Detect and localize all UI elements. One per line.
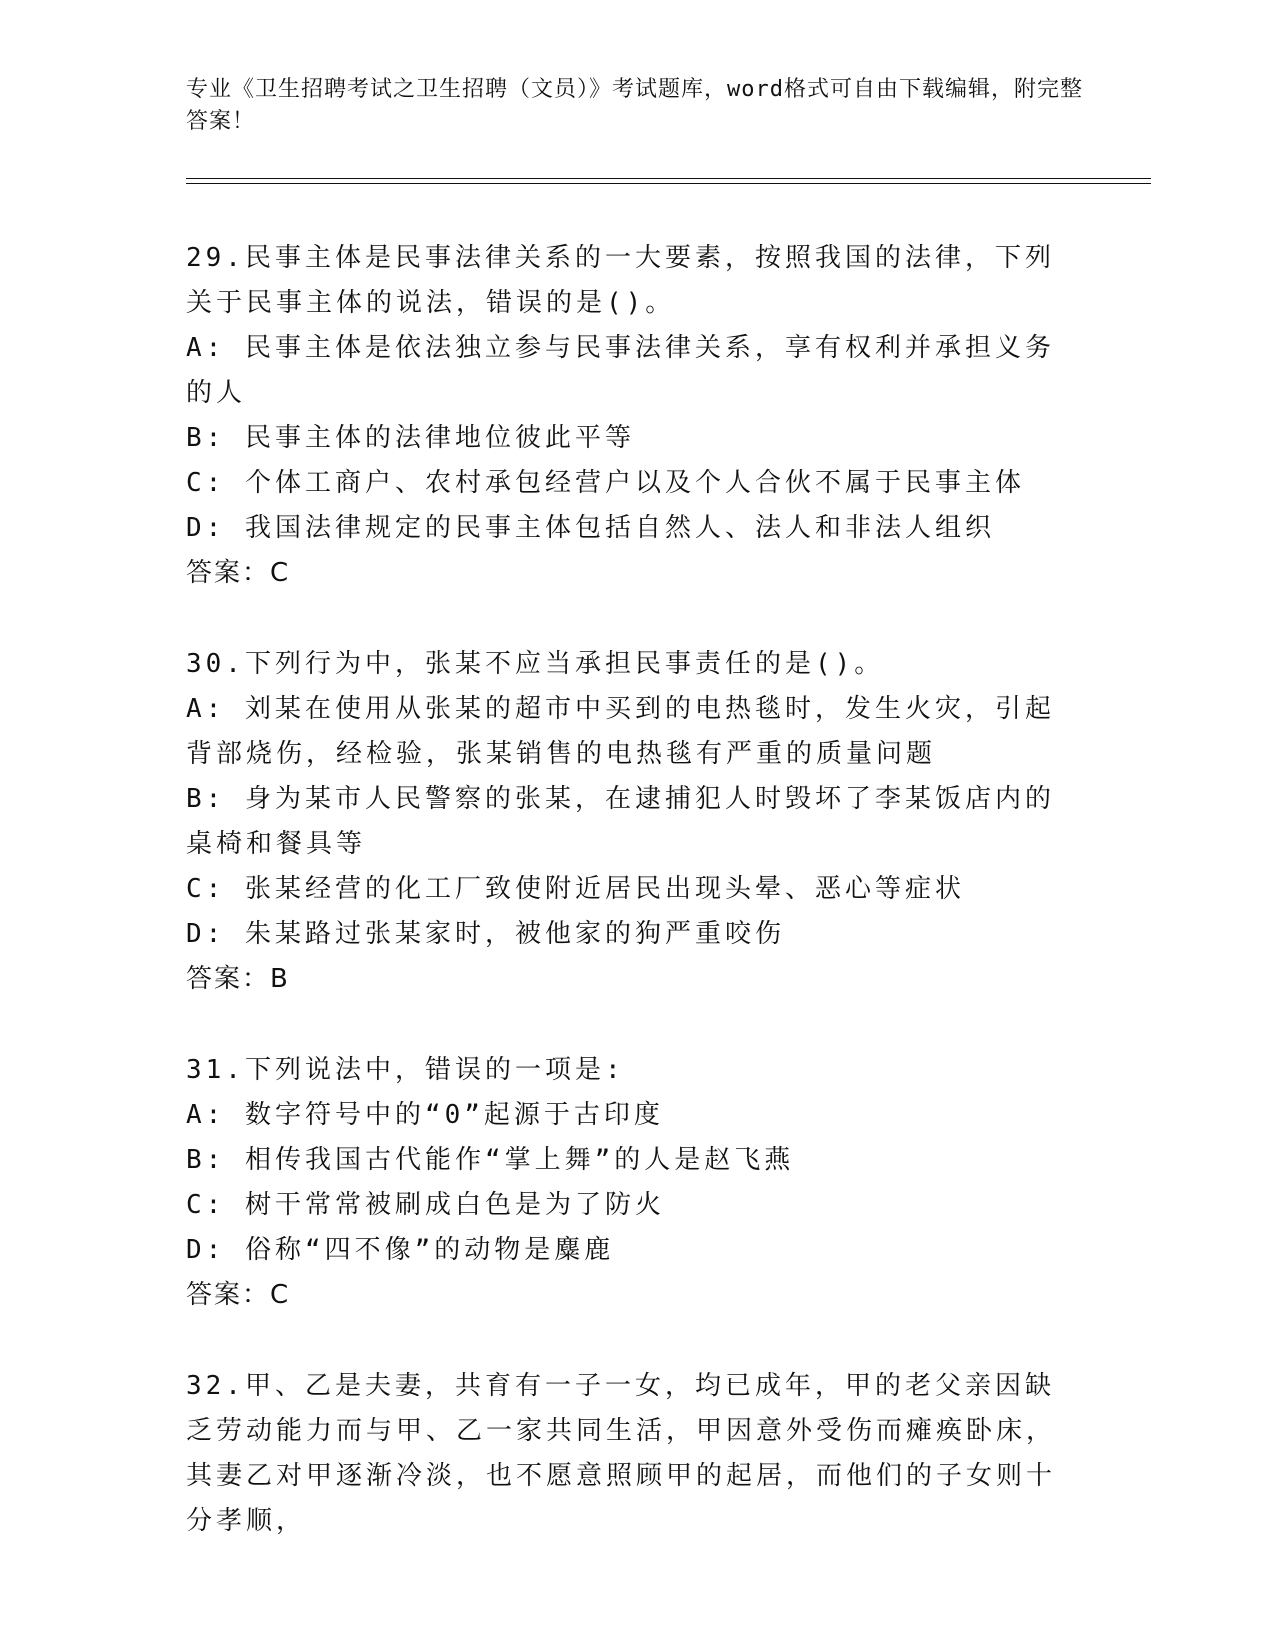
question-stem: 30.下列行为中，张某不应当承担民事责任的是()。 [186, 649, 885, 679]
option-a: A: 民事主体是依法独立参与民事法律关系，享有权利并承担义务的人 [186, 333, 1055, 408]
option-a: A: 数字符号中的“0”起源于古印度 [186, 1100, 664, 1130]
option-d: D: 朱某路过张某家时，被他家的狗严重咬伤 [186, 919, 785, 949]
question-stem: 32.甲、乙是夫妻，共育有一子一女，均已成年，甲的老父亲因缺乏劳动能力而与甲、乙一家共同生活，甲因意外受伤而瘫痪卧床，其妻乙对甲逐渐冷淡，也不愿意照顾甲的起居，而他们的子女则十分孝顺， [186, 1371, 1057, 1536]
option-b: B: 身为某市人民警察的张某，在逮捕犯人时毁坏了李某饭店内的桌椅和餐具等 [186, 784, 1055, 859]
option-c: C: 树干常常被刷成白色是为了防火 [186, 1190, 665, 1220]
question-stem: 31.下列说法中，错误的一项是: [186, 1055, 625, 1085]
option-c: C: 张某经营的化工厂致使附近居民出现头晕、恶心等症状 [186, 874, 965, 904]
option-b: B: 民事主体的法律地位彼此平等 [186, 423, 635, 453]
answer-line: 答案：B [186, 964, 290, 994]
answer-line: 答案：C [186, 558, 291, 588]
header-divider-top [186, 178, 1151, 179]
question-29 [186, 236, 1076, 596]
header-divider-bottom [186, 183, 1151, 184]
answer-line: 答案：C [186, 1280, 291, 1310]
option-a: A: 刘某在使用从张某的超市中买到的电热毯时，发生火灾，引起背部烧伤，经检验，张某销售的电热毯有严重的质量问题 [186, 694, 1055, 769]
question-32 [186, 1364, 1076, 1544]
document-header [186, 74, 1086, 138]
option-d: D: 我国法律规定的民事主体包括自然人、法人和非法人组织 [186, 513, 995, 543]
question-list [186, 236, 1076, 1590]
option-c: C: 个体工商户、农村承包经营户以及个人合伙不属于民事主体 [186, 468, 1025, 498]
question-30 [186, 642, 1076, 1002]
question-stem: 29.民事主体是民事法律关系的一大要素，按照我国的法律，下列关于民事主体的说法，错误的是()。 [186, 243, 1055, 318]
question-31 [186, 1048, 1076, 1318]
option-b: B: 相传我国古代能作“掌上舞”的人是赵飞燕 [186, 1145, 795, 1175]
header-intro: 专业《卫生招聘考试之卫生招聘（文员）》考试题库，word格式可自由下载编辑，附完整答案！ [186, 77, 1083, 134]
option-d: D: 俗称“四不像”的动物是麋鹿 [186, 1235, 615, 1265]
